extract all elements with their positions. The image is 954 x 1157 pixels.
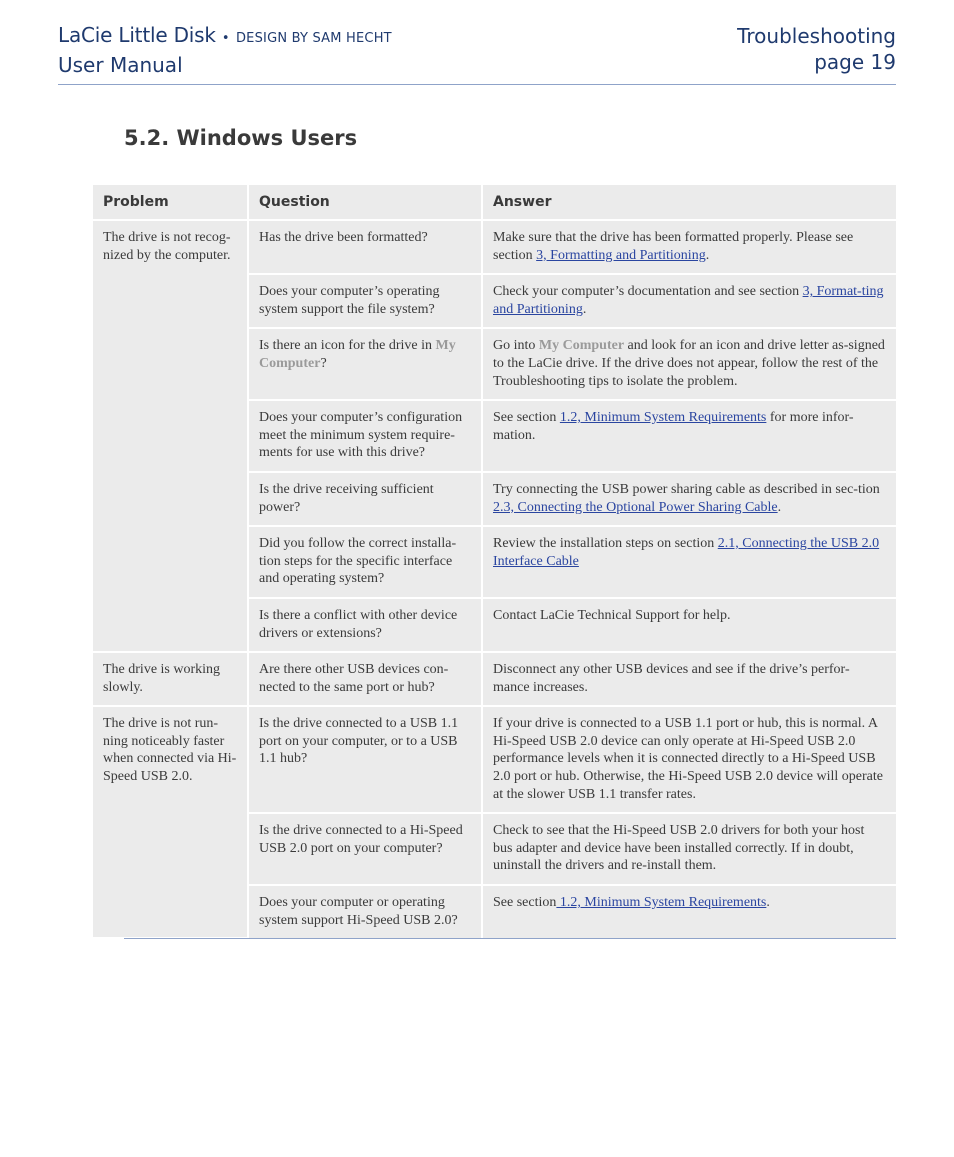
answer-cell	[482, 400, 896, 472]
question-cell: Is there a conflict with other device drivers or extensions?	[248, 598, 482, 652]
answer-text: .	[705, 247, 710, 263]
answer-text: Go into	[493, 338, 539, 354]
answer-cell	[482, 526, 896, 598]
answer-cell	[482, 274, 896, 328]
design-credit: DESIGN BY SAM HECHT	[235, 31, 392, 46]
page-number: page 19	[814, 50, 896, 74]
header-product-line	[58, 22, 392, 52]
header-bullet: •	[221, 31, 230, 46]
answer-text: See section	[493, 410, 560, 426]
question-cell: Is the drive connected to a Hi-Speed USB 2.0 port on your computer?	[248, 813, 482, 885]
answer-text: .	[582, 301, 587, 317]
problem-cell: The drive is not recog-nized by the computer.	[93, 220, 248, 652]
answer-cell: If your drive is connected to a USB 1.1 port or hub, this is normal. A Hi-Speed USB 2.0 device can only operate at Hi-Speed USB 2.0 performance levels when it is connected directly to a Hi-Speed USB 2.0 port or hub. Otherwise, the Hi-Speed USB 2.0 device will operate at the slower USB 1.1 transfer rates.	[482, 706, 896, 813]
question-cell: Does your computer or operating system support Hi-Speed USB 2.0?	[248, 885, 482, 938]
question-cell: Are there other USB devices con-nected to the same port or hub?	[248, 652, 482, 706]
question-text: ?	[320, 355, 327, 371]
ui-term: My Computer	[538, 338, 625, 354]
header-right	[737, 23, 896, 75]
question-cell: Is the drive connected to a USB 1.1 port on your computer, or to a USB 1.1 hub?	[248, 706, 482, 813]
answer-cell	[482, 885, 896, 938]
column-header-question: Question	[248, 185, 482, 220]
answer-cell	[482, 220, 896, 274]
answer-text: for more infor-mation.	[493, 410, 854, 443]
answer-text: .	[766, 895, 770, 911]
chapter-title: Troubleshooting	[737, 24, 896, 48]
answer-cell: Disconnect any other USB devices and see if the drive’s perfor-mance increases.	[482, 652, 896, 706]
section-link[interactable]: 2.1, Connecting the USB 2.0 Interface Cable	[493, 536, 880, 569]
product-name: LaCie Little Disk	[58, 23, 216, 47]
answer-text: See section	[493, 895, 557, 911]
answer-cell: Check to see that the Hi-Speed USB 2.0 drivers for both your host bus adapter and device have been installed correctly. If in doubt, uninstall the drivers and re-install them.	[482, 813, 896, 885]
doc-type: User Manual	[58, 53, 183, 77]
question-cell: Is the drive receiving sufficient power?	[248, 472, 482, 526]
table-row	[93, 652, 896, 706]
header-rule	[58, 84, 896, 85]
section-link[interactable]: 1.2, Minimum System Requirements	[556, 895, 767, 911]
question-cell: Did you follow the correct installa-tion steps for the specific interface and operating system?	[248, 526, 482, 598]
troubleshooting-table	[93, 185, 896, 939]
question-cell: Does your computer’s configuration meet the minimum system require-ments for use with this drive?	[248, 400, 482, 472]
question-text: Is there an icon for the drive in	[259, 338, 436, 354]
column-header-answer: Answer	[482, 185, 896, 220]
section-title: 5.2. Windows Users	[124, 126, 358, 150]
answer-text: Review the installation steps on section	[493, 536, 718, 552]
table-row	[93, 220, 896, 274]
table-row	[93, 706, 896, 813]
column-header-problem: Problem	[93, 185, 248, 220]
question-cell: Has the drive been formatted?	[248, 220, 482, 274]
answer-text: Check your computer’s documentation and see section	[493, 284, 803, 300]
answer-cell	[482, 472, 896, 526]
header-left	[58, 22, 392, 78]
answer-cell: Contact LaCie Technical Support for help.	[482, 598, 896, 652]
answer-text: .	[777, 499, 782, 515]
problem-cell: The drive is not run-ning noticeably faster when connected via Hi-Speed USB 2.0.	[93, 706, 248, 938]
table-header-row	[93, 185, 896, 220]
section-link[interactable]: 3, Formatting and Partitioning	[536, 247, 706, 263]
section-link[interactable]: 1.2, Minimum System Requirements	[559, 410, 767, 426]
footer-rule	[124, 938, 896, 939]
answer-text: Try connecting the USB power sharing cable as described in sec-tion	[493, 481, 880, 497]
section-link[interactable]: 2.3, Connecting the Optional Power Sharing Cable	[493, 499, 778, 515]
section-link[interactable]: 3, Format-ting and Partitioning	[493, 284, 884, 317]
question-cell	[248, 328, 482, 400]
answer-cell	[482, 328, 896, 400]
answer-text: Make sure that the drive has been formatted properly. Please see section	[493, 230, 854, 263]
problem-cell: The drive is working slowly.	[93, 652, 248, 706]
question-cell: Does your computer’s operating system support the file system?	[248, 274, 482, 328]
ui-term: My Computer	[259, 338, 456, 371]
answer-text: and look for an icon and drive letter as-signed to the LaCie drive. If the drive does not appear, follow the rest of the Troubleshooting tips to isolate the problem.	[493, 338, 885, 389]
